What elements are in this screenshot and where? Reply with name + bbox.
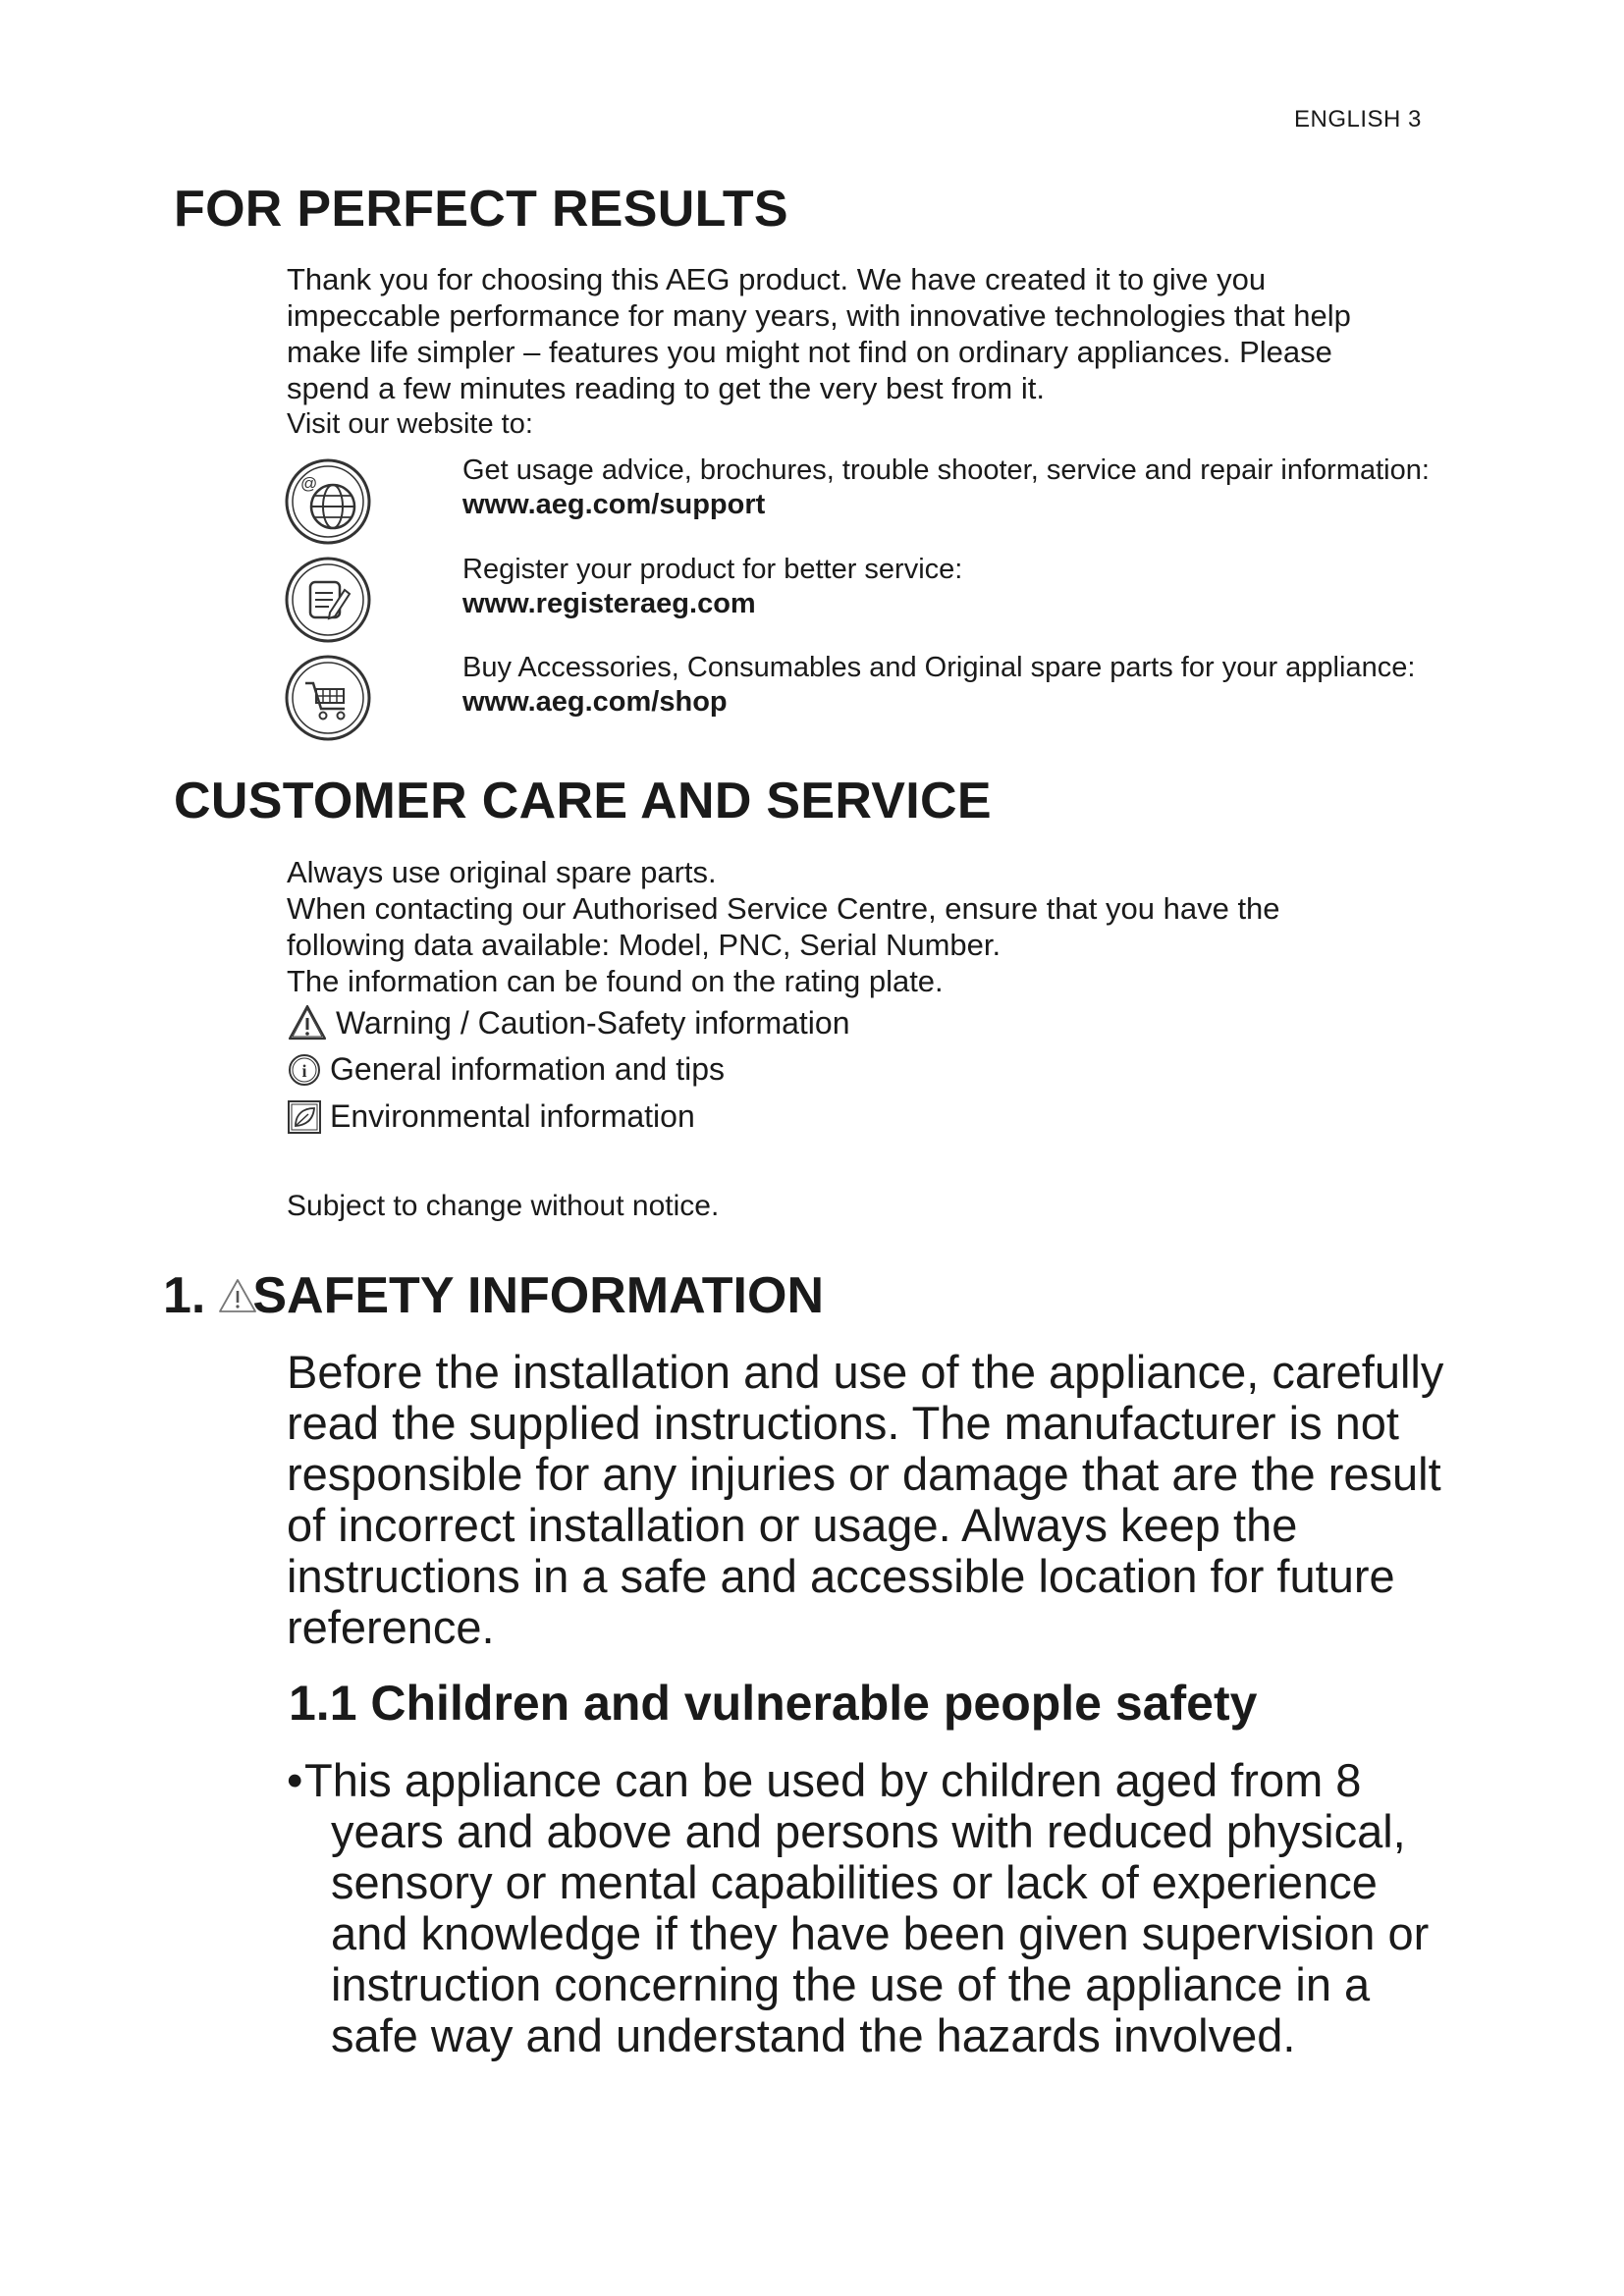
customer-care-line: following data available: Model, PNC, Serial Number. [287, 928, 1001, 962]
change-notice: Subject to change without notice. [287, 1190, 720, 1222]
customer-care-line: When contacting our Authorised Service Centre, ensure that you have the [287, 891, 1280, 926]
safety-intro-line: of incorrect installation or usage. Always keep the [287, 1499, 1298, 1551]
register-link-block [462, 553, 962, 621]
safety-intro-line: Before the installation and use of the appliance, carefully [287, 1346, 1444, 1398]
support-link-block [462, 454, 1430, 522]
bullet-line: instruction concerning the use of the appliance in a [331, 1958, 1371, 2010]
perfect-results-heading: FOR PERFECT RESULTS [174, 181, 788, 238]
intro-line: Visit our website to: [287, 408, 533, 440]
bullet-line: This appliance can be used by children aged from 8 [304, 1754, 1362, 1806]
bullet-line: and knowledge if they have been given supervision or [331, 1907, 1430, 1959]
customer-care-line: The information can be found on the rating plate. [287, 964, 944, 998]
safety-intro-line: read the supplied instructions. The manufacturer is not [287, 1397, 1399, 1449]
register-link[interactable]: www.registeraeg.com [462, 588, 756, 619]
legend-environment [287, 1098, 695, 1135]
intro-line: Thank you for choosing this AEG product. We have created it to give you [287, 262, 1267, 296]
info-icon [287, 1052, 322, 1088]
safety-heading [163, 1266, 824, 1325]
register-icon [284, 556, 372, 644]
intro-line: spend a few minutes reading to get the very best from it. [287, 371, 1045, 405]
intro-line: impeccable performance for many years, with innovative technologies that help [287, 298, 1351, 333]
intro-line: make life simpler – features you might not find on ordinary appliances. Please [287, 335, 1332, 369]
safety-section-number: 1. [163, 1267, 206, 1324]
svg-text:@: @ [300, 474, 318, 493]
legend-warning-label: Warning / Caution-Safety information [336, 1004, 850, 1041]
safety-intro [287, 1347, 1443, 1653]
shop-link-block [462, 651, 1415, 720]
customer-care-heading: CUSTOMER CARE AND SERVICE [174, 773, 992, 829]
bullet-line: safe way and understand the hazards involved. [331, 2009, 1296, 2061]
customer-care-text [287, 854, 1280, 999]
children-safety-heading: 1.1 Children and vulnerable people safety [289, 1676, 1258, 1731]
shopping-cart-icon [284, 654, 372, 742]
bullet-line: sensory or mental capabilities or lack of experience [331, 1856, 1378, 1908]
safety-title: SAFETY INFORMATION [252, 1267, 824, 1324]
children-safety-bullet [287, 1755, 1429, 2061]
svg-text:i: i [301, 1060, 307, 1081]
shop-link[interactable]: www.aeg.com/shop [462, 686, 728, 718]
globe-icon [284, 457, 372, 546]
customer-care-line: Always use original spare parts. [287, 855, 717, 889]
legend-info-label: General information and tips [330, 1051, 725, 1087]
warning-icon [287, 1003, 328, 1042]
perfect-results-intro [287, 261, 1351, 443]
bullet-line: years and above and persons with reduced physical, [331, 1805, 1406, 1857]
environment-icon [287, 1099, 322, 1135]
safety-intro-line: responsible for any injuries or damage that are the result [287, 1448, 1441, 1500]
register-link-description: Register your product for better service: [462, 554, 963, 585]
page-number-header: ENGLISH 3 [1294, 106, 1422, 133]
support-link[interactable]: www.aeg.com/support [462, 489, 766, 520]
bullet-marker: • [287, 1754, 303, 1806]
support-link-description: Get usage advice, brochures, trouble shooter, service and repair information: [462, 454, 1430, 486]
legend-info [287, 1051, 725, 1088]
safety-intro-line: instructions in a safe and accessible location for future [287, 1550, 1395, 1602]
shop-link-description: Buy Accessories, Consumables and Original spare parts for your appliance: [462, 652, 1416, 683]
legend-warning [287, 1003, 850, 1042]
legend-environment-label: Environmental information [330, 1098, 695, 1134]
safety-intro-line: reference. [287, 1601, 495, 1653]
